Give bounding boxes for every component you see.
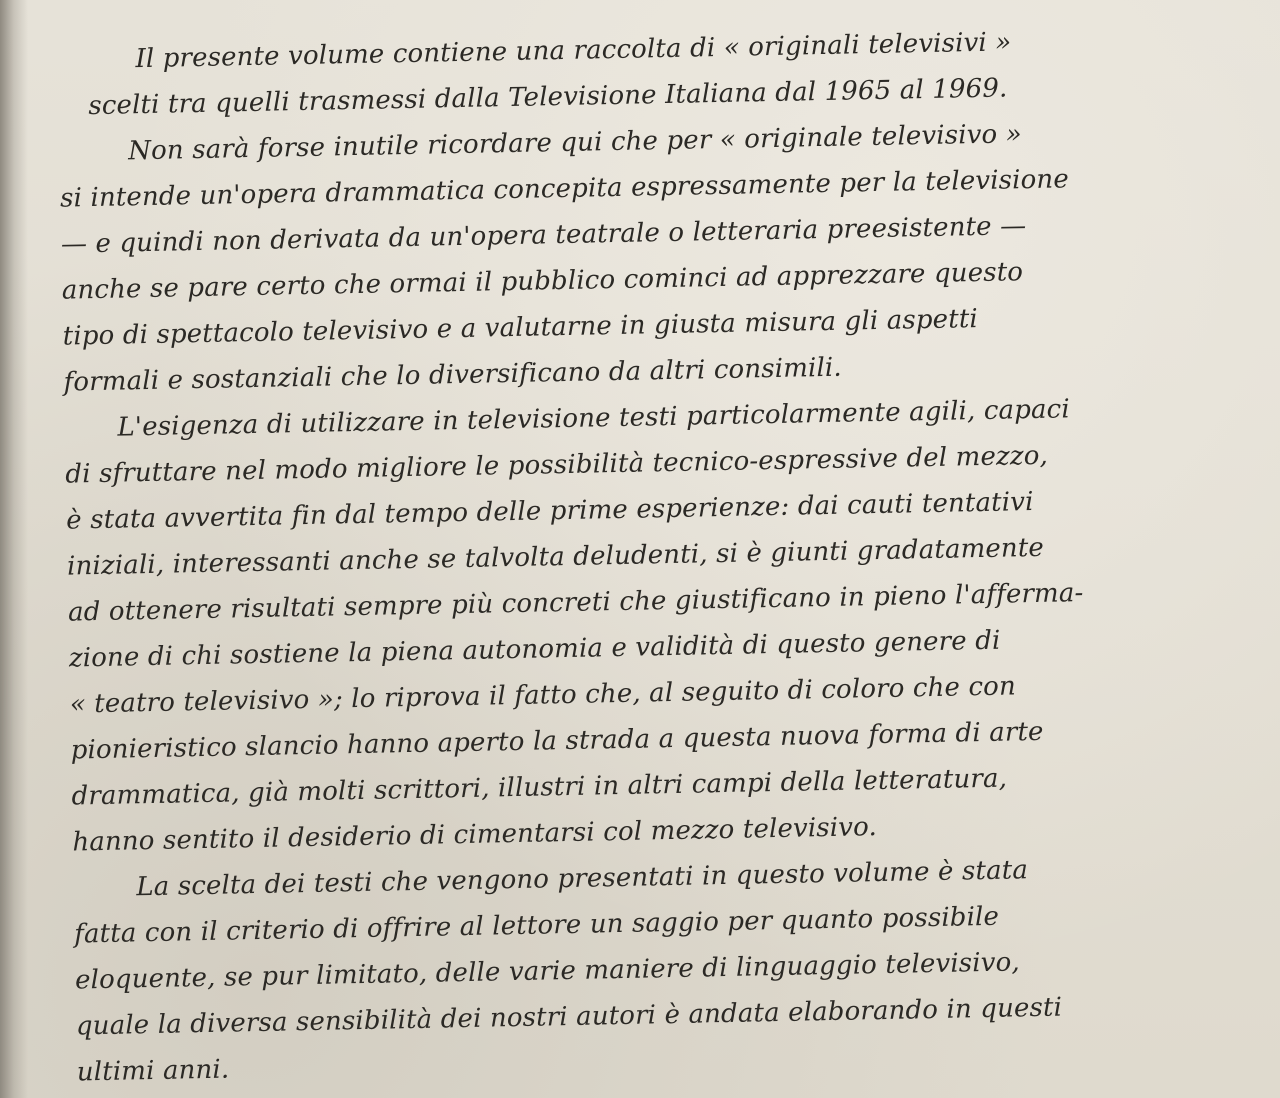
- text-line: — e quindi non derivata da un'opera teatrale o letteraria preesistente —: [60, 211, 1027, 260]
- text-line: « teatro televisivo »; lo riprova il fatto che, al seguito di coloro che con: [69, 671, 1017, 720]
- text-line: quale la diversa sensibilità dei nostri autori è andata elaborando in questi: [75, 992, 1063, 1042]
- text-line: si intende un'opera drammatica concepita espressamente per la televisione: [59, 164, 1070, 214]
- text-line: L'esigenza di utilizzare in televisione testi particolarmente agili, capaci: [117, 394, 1071, 443]
- text-line: anche se pare certo che ormai il pubblico cominci ad apprezzare questo: [61, 257, 1024, 306]
- text-line: è stata avvertita fin dal tempo delle prime esperienze: dai cauti tentativi: [65, 487, 1034, 536]
- text-line: tipo di spettacolo televisivo e a valutarne in giusta misura gli aspetti: [62, 304, 979, 352]
- text-line: scelti tra quelli trasmessi dalla Televisione Italiana dal 1965 al 1969.: [88, 73, 1008, 122]
- text-line: Non sarà forse inutile ricordare qui che per « originale televisivo »: [127, 119, 1023, 167]
- text-line: La scelta dei testi che vengono presentati in questo volume è stata: [136, 855, 1029, 903]
- text-line: iniziali, interessanti anche se talvolta deludenti, si è giunti gradatamente: [66, 532, 1045, 582]
- text-line: hanno sentito il desiderio di cimentarsi col mezzo televisivo.: [72, 812, 878, 858]
- text-line: Il presente volume contiene una raccolta di « originali televisivi »: [135, 27, 1012, 75]
- body-text: [40, 15, 1265, 1088]
- page-edge-shadow: [0, 0, 28, 1098]
- text-line: fatta con il criterio di offrire al lettore un saggio per quanto possibile: [73, 901, 1000, 950]
- text-line: eloquente, se pur limitato, delle varie maniere di linguaggio televisivo,: [74, 947, 1021, 996]
- text-line: ultimi anni.: [76, 1054, 230, 1088]
- text-line: pionieristico slancio hanno aperto la strada a questa nuova forma di arte: [70, 716, 1044, 766]
- text-line: formali e sostanziali che lo diversificano da altri consimili.: [63, 352, 843, 398]
- text-line: ad ottenere risultati sempre più concreti che giustificano in pieno l'afferma-: [67, 578, 1084, 628]
- text-line: zione di chi sostiene la piena autonomia e validità di questo genere di: [68, 625, 1001, 674]
- text-line: di sfruttare nel modo migliore le possibilità tecnico-espressive del mezzo,: [65, 440, 1049, 490]
- text-line: drammatica, già molti scrittori, illustri in altri campi della letteratura,: [71, 763, 1008, 812]
